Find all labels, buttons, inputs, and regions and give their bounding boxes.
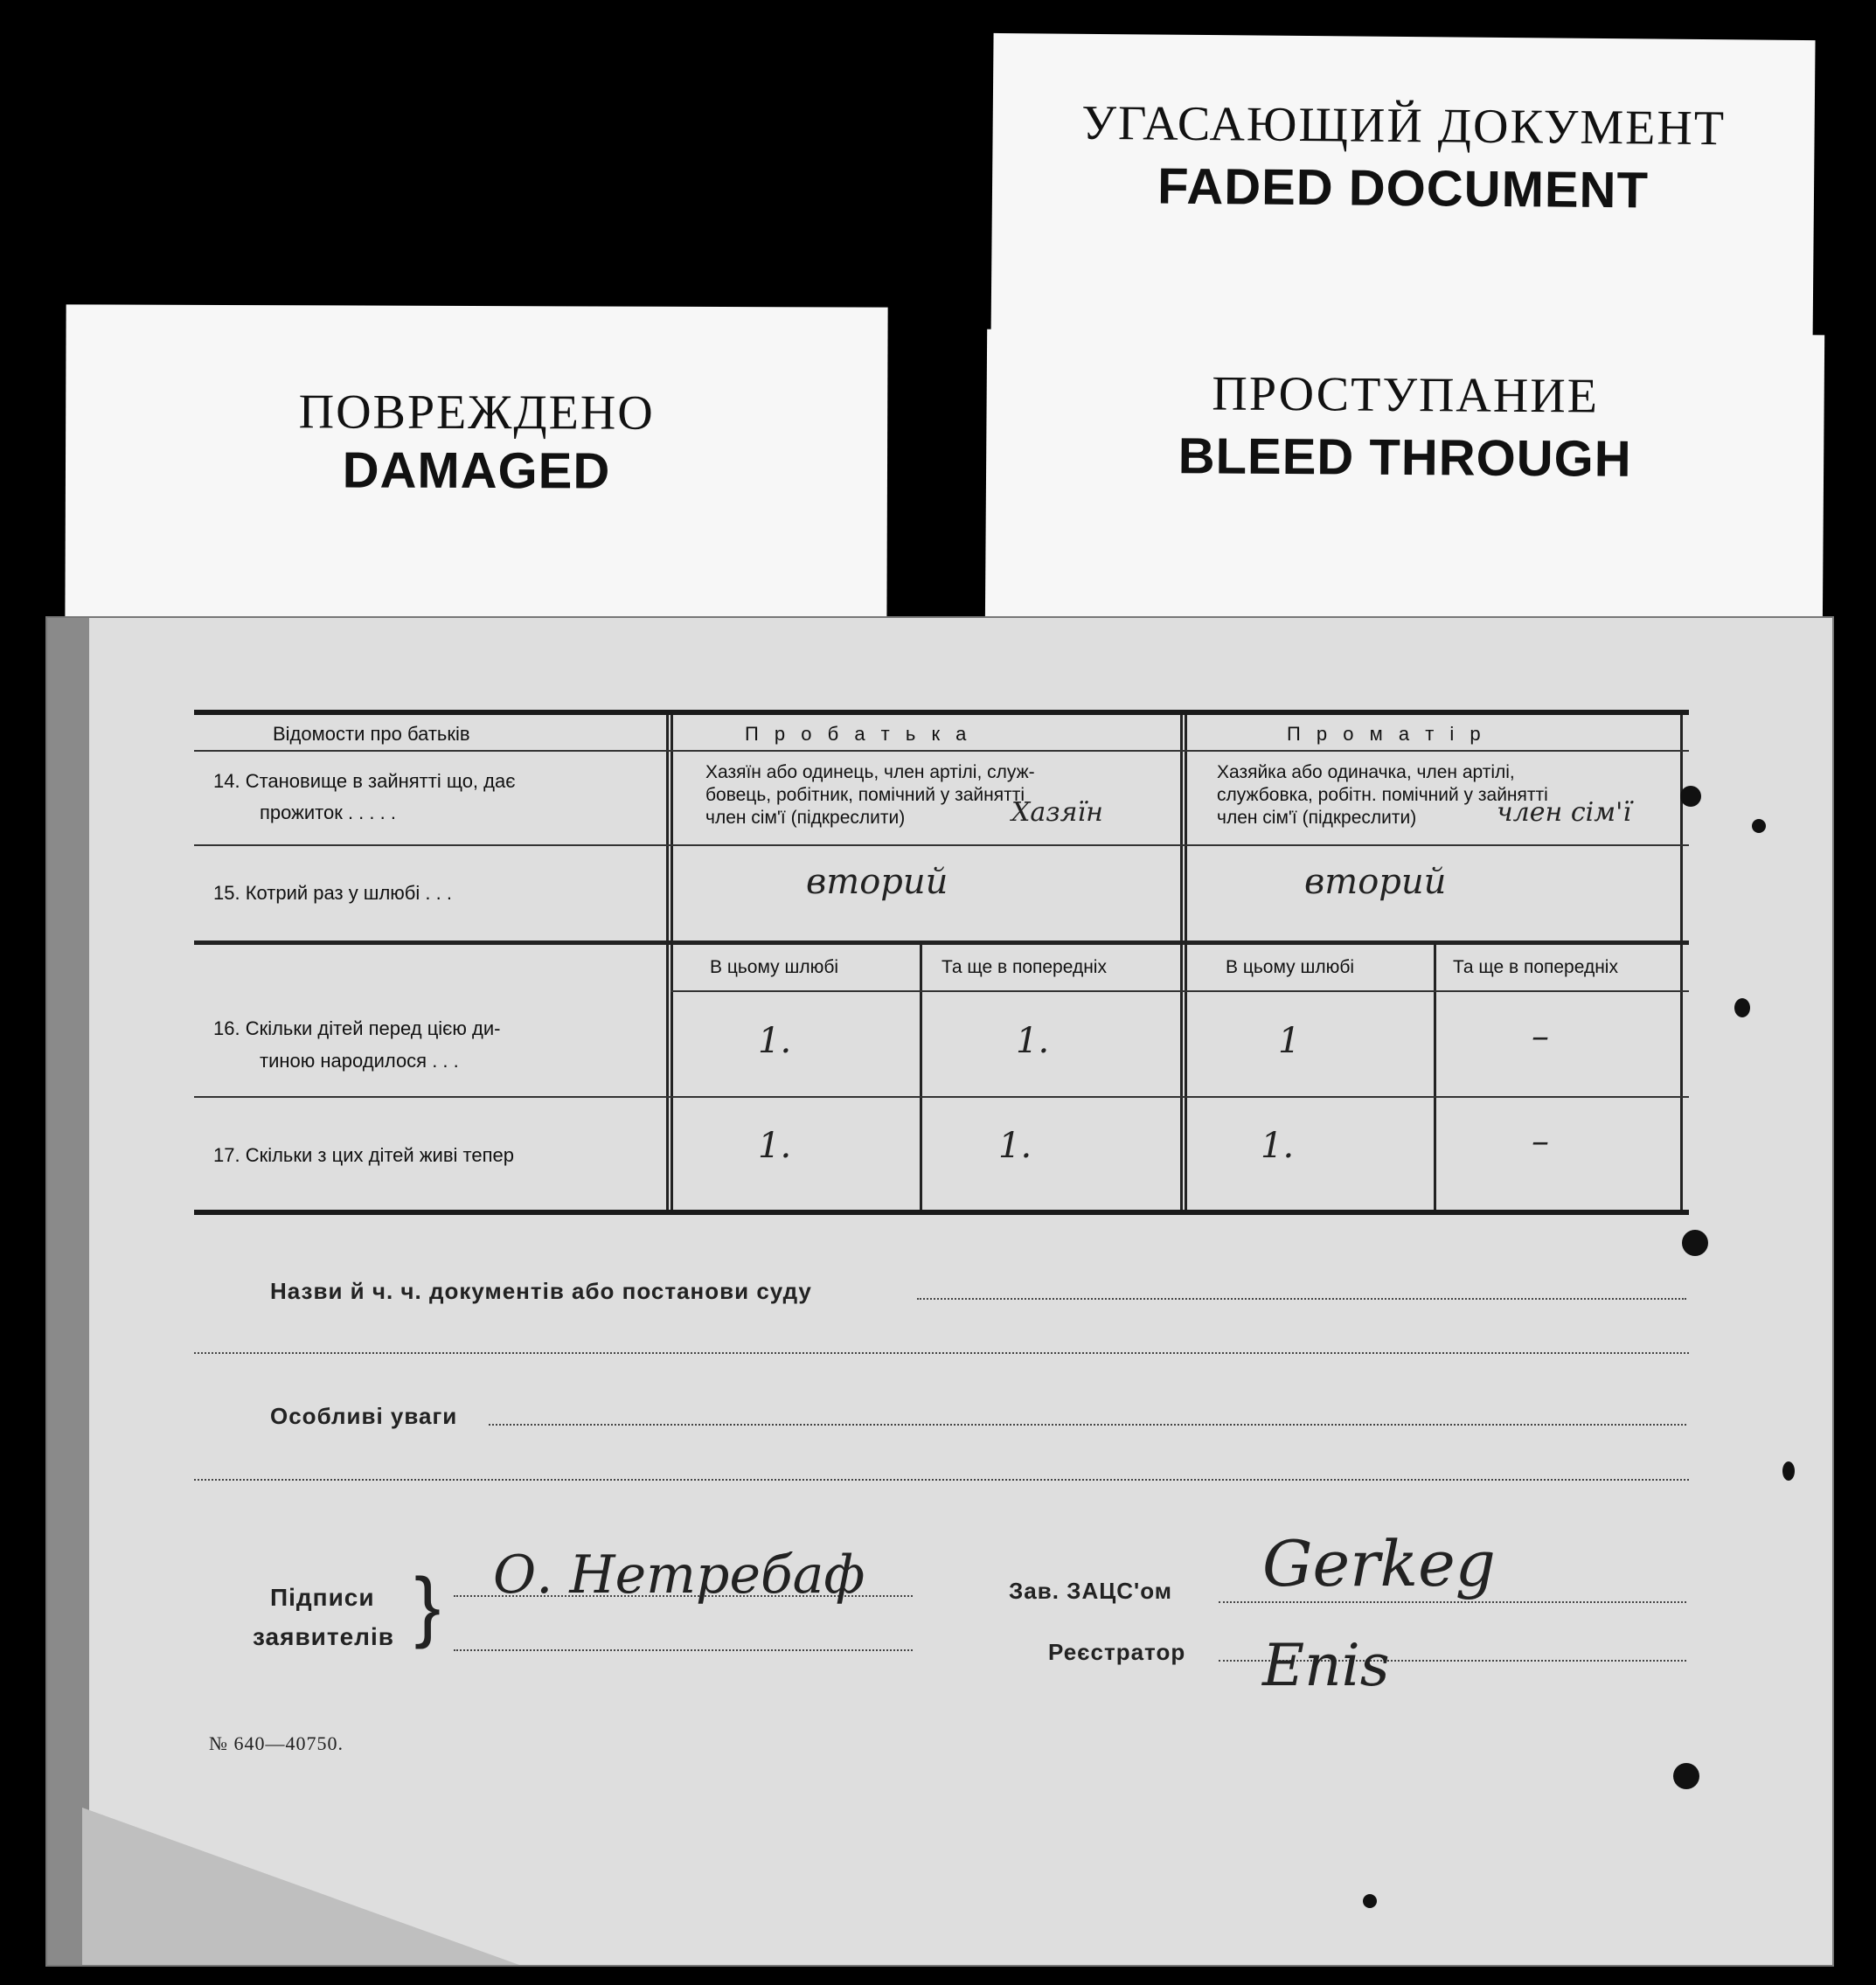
row16-mother-this: 1 bbox=[1278, 1021, 1301, 1061]
damaged-card bbox=[65, 304, 887, 630]
table-divider bbox=[1185, 715, 1187, 1210]
row14-father-1: Хазяїн або одинець, член артілі, служ- bbox=[705, 762, 1035, 782]
bleed-through-card bbox=[985, 330, 1824, 633]
faded-label-ru: УГАСАЮЩИЙ ДОКУМЕНТ bbox=[1081, 95, 1727, 156]
row17-mother-this: 1. bbox=[1261, 1126, 1295, 1166]
subheader-mother-prev: Та ще в попередніх bbox=[1453, 957, 1618, 977]
table-divider bbox=[1180, 715, 1183, 1210]
bleed-label-ru: ПРОСТУПАНИЕ bbox=[1212, 366, 1600, 424]
notes-line-2 bbox=[194, 1479, 1689, 1481]
row16-father-prev: 1. bbox=[1016, 1021, 1050, 1061]
punch-hole bbox=[1752, 819, 1766, 833]
page-binding-edge bbox=[47, 618, 89, 1965]
parents-info-table bbox=[194, 710, 1689, 1215]
table-divider bbox=[666, 715, 669, 1210]
row14-label-1: 14. Становище в зайнятті що, дає bbox=[213, 770, 516, 792]
row15-label: 15. Котрий раз у шлюбі . . . bbox=[213, 882, 452, 904]
documents-label: Назви й ч. ч. документів або постанови суду bbox=[270, 1278, 812, 1304]
row16-mother-prev: – bbox=[1532, 1017, 1549, 1057]
subheader-father-prev: Та ще в попередніх bbox=[941, 957, 1107, 977]
header-mother: П р о м а т і р bbox=[1287, 723, 1486, 745]
header-parents-info: Відомости про батьків bbox=[273, 723, 470, 745]
table-divider bbox=[920, 944, 922, 1210]
punch-hole bbox=[1734, 998, 1750, 1017]
row17-father-this: 1. bbox=[758, 1126, 792, 1166]
row17-father-prev: 1. bbox=[998, 1126, 1032, 1166]
table-rule bbox=[194, 844, 1689, 846]
table-rule bbox=[194, 1096, 1689, 1098]
row16-label-2: тиною народилося . . . bbox=[260, 1050, 459, 1072]
notes-line bbox=[489, 1424, 1686, 1426]
registrar-signature: Enis bbox=[1262, 1632, 1390, 1699]
row14-mother-2: службовка, робітн. помічний у зайнятті bbox=[1217, 785, 1548, 805]
brace: } bbox=[414, 1563, 442, 1650]
applicants-label-2: заявителів bbox=[253, 1623, 394, 1650]
punch-hole bbox=[1782, 1461, 1795, 1481]
faded-document-card bbox=[990, 33, 1815, 353]
header-father: П р о б а т ь к а bbox=[745, 723, 972, 745]
registrar-label: Реєстратор bbox=[1048, 1639, 1186, 1665]
head-sign-line bbox=[1219, 1601, 1686, 1603]
row14-father-handwriting: Хазяїн bbox=[1011, 797, 1103, 828]
punch-hole bbox=[1363, 1894, 1377, 1908]
documents-line-2 bbox=[194, 1352, 1689, 1354]
documents-line bbox=[917, 1298, 1686, 1300]
faded-label-en: FADED DOCUMENT bbox=[1157, 157, 1650, 219]
row16-label-1: 16. Скільки дітей перед цією ди- bbox=[213, 1017, 501, 1039]
row15-mother-handwriting: вторий bbox=[1304, 862, 1447, 902]
row14-mother-3: член сім'ї (підкреслити) bbox=[1217, 808, 1417, 828]
damaged-label-ru: ПОВРЕЖДЕНО bbox=[298, 385, 655, 441]
row17-mother-prev: – bbox=[1532, 1121, 1549, 1162]
damaged-label-en: DAMAGED bbox=[342, 441, 611, 500]
applicant-sign-line-2 bbox=[454, 1649, 913, 1651]
notes-label: Особливі уваги bbox=[270, 1403, 458, 1429]
head-label: Зав. ЗАЦС'ом bbox=[1009, 1578, 1172, 1604]
head-signature: Gerkeg bbox=[1262, 1527, 1496, 1600]
bleed-label-en: BLEED THROUGH bbox=[1178, 427, 1632, 488]
punch-hole bbox=[1673, 1763, 1699, 1789]
table-rule bbox=[194, 940, 1689, 945]
subheader-mother-this: В цьому шлюбі bbox=[1226, 957, 1355, 977]
row14-father-3: член сім'ї (підкреслити) bbox=[705, 808, 906, 828]
row14-father-2: бовець, робітник, помічний у зайнятті bbox=[705, 785, 1025, 805]
form-number: № 640—40750. bbox=[209, 1732, 344, 1754]
table-rule bbox=[670, 990, 1689, 992]
table-rule bbox=[194, 750, 1689, 752]
row14-mother-1: Хазяйка або одиначка, член артілі, bbox=[1217, 762, 1515, 782]
row14-label-2: прожиток . . . . . bbox=[260, 802, 396, 823]
applicant-signature: О. Нетребаф bbox=[493, 1544, 865, 1606]
applicants-label-1: Підписи bbox=[270, 1584, 375, 1611]
row14-mother-handwriting: член сім'ї bbox=[1497, 797, 1631, 828]
registration-form-page bbox=[45, 616, 1834, 1967]
punch-hole bbox=[1680, 786, 1701, 807]
row15-father-handwriting: вторий bbox=[806, 862, 948, 902]
table-divider bbox=[670, 715, 673, 1210]
row17-label: 17. Скільки з цих дітей живі тепер bbox=[213, 1144, 514, 1166]
subheader-father-this: В цьому шлюбі bbox=[710, 957, 839, 977]
table-divider bbox=[1434, 944, 1436, 1210]
row16-father-this: 1. bbox=[758, 1021, 792, 1061]
page-curl bbox=[82, 1808, 519, 1965]
punch-hole bbox=[1682, 1230, 1708, 1256]
